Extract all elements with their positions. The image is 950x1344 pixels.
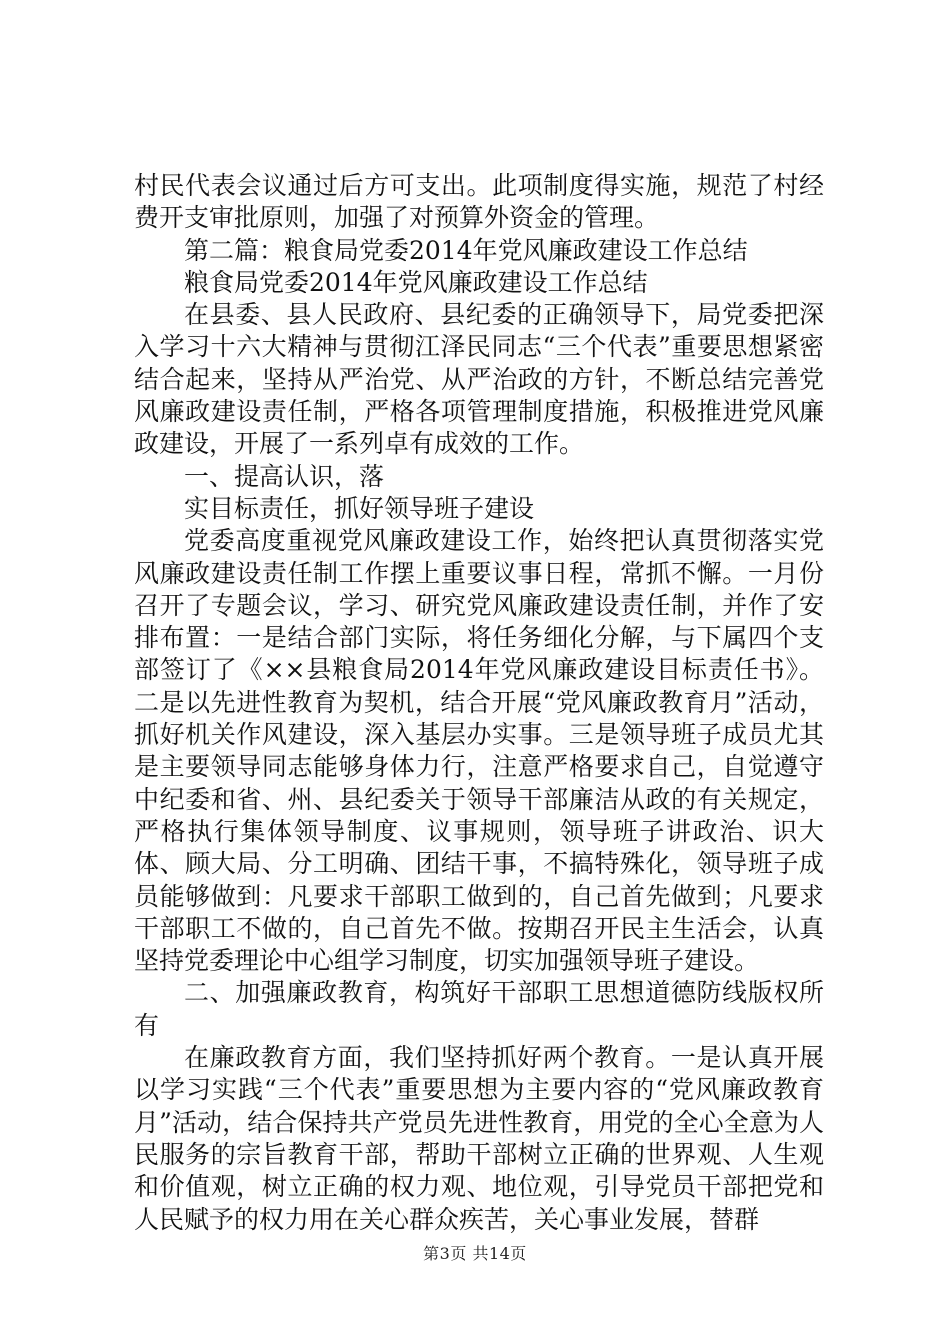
chapter-heading: 第二篇：粮食局党委2014年党风廉政建设工作总结 <box>184 235 748 265</box>
paragraph-section-2: 在廉政教育方面，我们坚持抓好两个教育。一是认真开展以学习实践“三个代表”重要思想为主要内容的“党风廉政教育月”活动，结合保持共产党员先进性教育，用党的全心全意为人民服务的宗旨教育干部，帮助干部树立正确的世界观、人生观和价值观，树立正确的权力观、地位观，引导党员干部把党和人民赋予的权力用在关心群众疾苦，关心事业发展，替群 <box>134 1043 824 1234</box>
section-heading-1a: 一、提高认识，落 <box>184 461 385 491</box>
paragraph-intro: 在县委、县人民政府、县纪委的正确领导下，局党委把深入学习十六大精神与贯彻江泽民同志“三个代表”重要思想紧密结合起来，坚持从严治党、从严治政的方针，不断总结完善党风廉政建设责任制，严格各项管理制度措施，积极推进党风廉政建设，开展了一系列卓有成效的工作。 <box>134 300 824 459</box>
document-body <box>134 170 824 1236</box>
paragraph-1: 村民代表会议通过后方可支出。此项制度得实施，规范了村经费开支审批原则，加强了对预算外资金的管理。 <box>134 171 824 233</box>
section-heading-2: 二、加强廉政教育，构筑好干部职工思想道德防线版权所有 <box>134 978 824 1040</box>
section-heading-1b: 实目标责任，抓好领导班子建设 <box>184 493 535 523</box>
page-number-footer: 第3页 共14页 <box>423 1244 527 1263</box>
paragraph-section-1: 党委高度重视党风廉政建设工作，始终把认真贯彻落实党风廉政建设责任制工作摆上重要议事日程，常抓不懈。一月份召开了专题会议，学习、研究党风廉政建设责任制，并作了安排布置：一是结合部门实际，将任务细化分解，与下属四个支部签订了《××县粮食局2014年党风廉政建设目标责任书》。二是以先进性教育为契机，结合开展“党风廉政教育月”活动，抓好机关作风建设，深入基层办实事。三是领导班子成员尤其是主要领导同志能够身体力行，注意严格要求自己，自觉遵守中纪委和省、州、县纪委关于领导干部廉洁从政的有关规定，严格执行集体领导制度、议事规则，领导班子讲政治、识大体、顾大局、分工明确、团结干事，不搞特殊化，领导班子成员能够做到：凡要求干部职工做到的，自己首先做到；凡要求干部职工不做的，自己首先不做。按期召开民主生活会，认真坚持党委理论中心组学习制度，切实加强领导班子建设。 <box>134 526 824 976</box>
report-title: 粮食局党委2014年党风廉政建设工作总结 <box>184 267 648 297</box>
